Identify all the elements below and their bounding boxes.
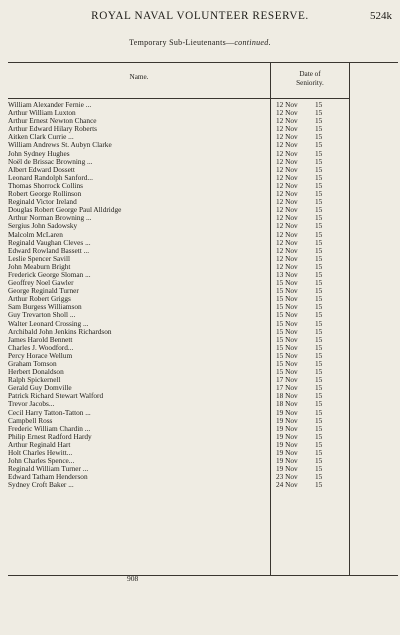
seniority-date: 12 Nov xyxy=(276,124,298,134)
seniority-date: 15 Nov xyxy=(276,350,298,360)
seniority-year: 15 xyxy=(315,439,323,449)
officer-name: George Reginald Turner xyxy=(8,286,79,296)
column-header-date-line1: Date of xyxy=(299,70,321,78)
seniority-year: 15 xyxy=(315,261,323,271)
officer-name: Thomas Shorrock Collins xyxy=(8,180,83,190)
officer-name: Trevor Jacobs... xyxy=(8,399,55,409)
seniority-date: 12 Nov xyxy=(276,189,298,199)
seniority-date: 17 Nov xyxy=(276,383,298,393)
officer-name: William Andrews St. Aubyn Clarke xyxy=(8,140,112,150)
officer-name: Cecil Harry Tatton-Tatton ... xyxy=(8,407,91,417)
seniority-year: 15 xyxy=(315,148,323,158)
seniority-date: 19 Nov xyxy=(276,456,298,466)
seniority-year: 15 xyxy=(315,326,323,336)
seniority-year: 15 xyxy=(315,197,323,207)
running-header-title: ROYAL NAVAL VOLUNTEER RESERVE. xyxy=(91,10,309,22)
seniority-year: 15 xyxy=(315,189,323,199)
subtitle-continued: continued. xyxy=(234,38,271,47)
officer-name: Philip Ernest Radford Hardy xyxy=(8,431,92,441)
officer-name: John Sydney Hughes xyxy=(8,148,70,158)
seniority-date: 12 Nov xyxy=(276,172,298,182)
seniority-year: 15 xyxy=(315,180,323,190)
seniority-year: 15 xyxy=(315,172,323,182)
officer-name: John Charles Spence... xyxy=(8,456,75,466)
seniority-year: 15 xyxy=(315,245,323,255)
seniority-year: 15 xyxy=(315,302,323,312)
seniority-date: 15 Nov xyxy=(276,334,298,344)
seniority-date: 12 Nov xyxy=(276,180,298,190)
column-header-date xyxy=(271,63,349,99)
seniority-year: 15 xyxy=(315,423,323,433)
section-subtitle xyxy=(0,38,400,47)
seniority-year: 15 xyxy=(315,124,323,134)
table-body xyxy=(8,101,349,490)
officer-name: Sydney Croft Baker ... xyxy=(8,480,74,490)
seniority-year: 15 xyxy=(315,407,323,417)
officer-name: Arthur Norman Browning ... xyxy=(8,213,92,223)
seniority-date: 12 Nov xyxy=(276,213,298,223)
seniority-date: 12 Nov xyxy=(276,132,298,142)
seniority-date: 12 Nov xyxy=(276,116,298,126)
seniority-year: 15 xyxy=(315,140,323,150)
officer-name: Edward Tatham Henderson xyxy=(8,472,88,482)
seniority-year: 15 xyxy=(315,334,323,344)
seniority-date: 15 Nov xyxy=(276,278,298,288)
officer-name: Patrick Richard Stewart Walford xyxy=(8,391,104,401)
seniority-date: 12 Nov xyxy=(276,261,298,271)
seniority-year: 15 xyxy=(315,213,323,223)
seniority-date: 15 Nov xyxy=(276,367,298,377)
seniority-date: 12 Nov xyxy=(276,229,298,239)
seniority-date: 12 Nov xyxy=(276,108,298,118)
folio-number: 908 xyxy=(127,574,139,583)
seniority-date: 19 Nov xyxy=(276,431,298,441)
seniority-year: 15 xyxy=(315,310,323,320)
officer-name: Frederic William Chardin ... xyxy=(8,423,91,433)
officer-name: Douglas Robert George Paul Alldridge xyxy=(8,205,122,215)
seniority-date: 19 Nov xyxy=(276,439,298,449)
officer-name: Archibald John Jenkins Richardson xyxy=(8,326,112,336)
officer-name: Aitken Clark Currie ... xyxy=(8,132,74,142)
officer-name: Walter Leonard Crossing ... xyxy=(8,318,89,328)
officer-name: Holt Charles Hewitt... xyxy=(8,448,73,458)
seniority-date: 15 Nov xyxy=(276,359,298,368)
seniority-date: 12 Nov xyxy=(276,140,298,150)
seniority-year: 15 xyxy=(315,399,323,409)
officer-name: William Alexander Fernie ... xyxy=(8,100,92,109)
seniority-year: 15 xyxy=(315,383,323,393)
officer-name: Reginald Victor Ireland xyxy=(8,197,77,207)
page-number: 524k xyxy=(370,10,392,22)
officer-name: James Harold Bennett xyxy=(8,334,73,344)
seniority-date: 19 Nov xyxy=(276,415,298,425)
officer-name: Arthur Edward Hilary Roberts xyxy=(8,124,97,134)
seniority-year: 15 xyxy=(315,415,323,425)
seniority-date: 12 Nov xyxy=(276,148,298,158)
seniority-date: 15 Nov xyxy=(276,310,298,320)
seniority-year: 15 xyxy=(315,480,323,490)
officer-name: Edward Rowland Bassett ... xyxy=(8,245,90,255)
officer-name: Guy Trevarton Sholl ... xyxy=(8,310,76,320)
seniority-date: 12 Nov xyxy=(276,245,298,255)
seniority-date: 13 Nov xyxy=(276,269,298,279)
seniority-date: 12 Nov xyxy=(276,100,298,109)
seniority-date: 19 Nov xyxy=(276,407,298,417)
officer-name: Albert Edward Dossett xyxy=(8,164,75,174)
seniority-year: 15 xyxy=(315,350,323,360)
seniority-year: 15 xyxy=(315,132,323,142)
seniority-date: 12 Nov xyxy=(276,253,298,263)
table-row xyxy=(8,481,349,489)
seniority-year: 15 xyxy=(315,100,323,109)
seniority-year: 15 xyxy=(315,108,323,118)
seniority-date: 17 Nov xyxy=(276,375,298,385)
seniority-year: 15 xyxy=(315,367,323,377)
seniority-date: 19 Nov xyxy=(276,464,298,474)
seniority-year: 15 xyxy=(315,164,323,174)
seniority-date: 12 Nov xyxy=(276,205,298,215)
seniority-date: 23 Nov xyxy=(276,472,298,482)
seniority-year: 15 xyxy=(315,464,323,474)
seniority-year: 15 xyxy=(315,294,323,304)
seniority-date: 18 Nov xyxy=(276,391,298,401)
seniority-date: 12 Nov xyxy=(276,156,298,166)
officer-name: Arthur Ernest Newton Chance xyxy=(8,116,97,126)
seniority-year: 15 xyxy=(315,391,323,401)
seniority-year: 15 xyxy=(315,229,323,239)
seniority-table xyxy=(8,62,398,576)
officer-name: Sergius John Sadowsky xyxy=(8,221,78,231)
seniority-date: 15 Nov xyxy=(276,342,298,352)
subtitle-main: Temporary Sub-Lieutenants— xyxy=(129,38,235,47)
officer-name: Reginald William Turner ... xyxy=(8,464,89,474)
seniority-year: 15 xyxy=(315,359,323,368)
officer-name: Arthur Robert Griggs xyxy=(8,294,71,304)
seniority-year: 15 xyxy=(315,472,323,482)
seniority-date: 15 Nov xyxy=(276,286,298,296)
officer-name: Robert George Rollinson xyxy=(8,189,82,199)
column-header-date-line2: Seniority. xyxy=(296,79,324,87)
seniority-year: 15 xyxy=(315,221,323,231)
officer-name: Leonard Randolph Sanford... xyxy=(8,172,93,182)
officer-name: Campbell Ross xyxy=(8,415,53,425)
officer-name: Arthur Reginald Hart xyxy=(8,439,71,449)
officer-name: Sam Burgess Williamson xyxy=(8,302,82,312)
officer-name: Ralph Spickernell xyxy=(8,375,61,385)
seniority-date: 15 Nov xyxy=(276,294,298,304)
seniority-year: 15 xyxy=(315,318,323,328)
seniority-date: 15 Nov xyxy=(276,318,298,328)
officer-name: John Meaburn Bright xyxy=(8,261,71,271)
seniority-date: 18 Nov xyxy=(276,399,298,409)
officer-name: Leslie Spencer Savill xyxy=(8,253,71,263)
officer-name: Malcolm McLaren xyxy=(8,229,63,239)
seniority-year: 15 xyxy=(315,375,323,385)
officer-name: Geoffrey Noel Gawler xyxy=(8,278,74,288)
seniority-date: 12 Nov xyxy=(276,164,298,174)
officer-name: Noël de Brissac Browning ... xyxy=(8,156,93,166)
seniority-year: 15 xyxy=(315,253,323,263)
seniority-date: 19 Nov xyxy=(276,423,298,433)
seniority-year: 15 xyxy=(315,448,323,458)
seniority-year: 15 xyxy=(315,431,323,441)
officer-name: Herbert Donaldson xyxy=(8,367,64,377)
seniority-date: 15 Nov xyxy=(276,326,298,336)
seniority-year: 15 xyxy=(315,116,323,126)
officer-name: Charles J. Woodford... xyxy=(8,342,74,352)
officer-name: Frederick George Sloman ... xyxy=(8,269,91,279)
officer-name: Percy Horace Wellum xyxy=(8,350,73,360)
seniority-year: 15 xyxy=(315,205,323,215)
seniority-year: 15 xyxy=(315,237,323,247)
column-header-name: Name. xyxy=(8,63,271,99)
officer-name: Gerald Guy Domville xyxy=(8,383,72,393)
seniority-date: 24 Nov xyxy=(276,480,298,490)
seniority-year: 15 xyxy=(315,156,323,166)
seniority-year: 15 xyxy=(315,342,323,352)
seniority-date: 12 Nov xyxy=(276,197,298,207)
officer-name: Reginald Vaughan Cleves ... xyxy=(8,237,91,247)
seniority-date: 12 Nov xyxy=(276,221,298,231)
seniority-year: 15 xyxy=(315,269,323,279)
seniority-year: 15 xyxy=(315,456,323,466)
officer-name: Arthur William Luxton xyxy=(8,108,76,118)
seniority-date: 15 Nov xyxy=(276,302,298,312)
seniority-date: 12 Nov xyxy=(276,237,298,247)
seniority-date: 19 Nov xyxy=(276,448,298,458)
officer-name: Graham Tomson xyxy=(8,359,57,368)
seniority-year: 15 xyxy=(315,278,323,288)
table-right-rule xyxy=(349,63,350,575)
seniority-year: 15 xyxy=(315,286,323,296)
